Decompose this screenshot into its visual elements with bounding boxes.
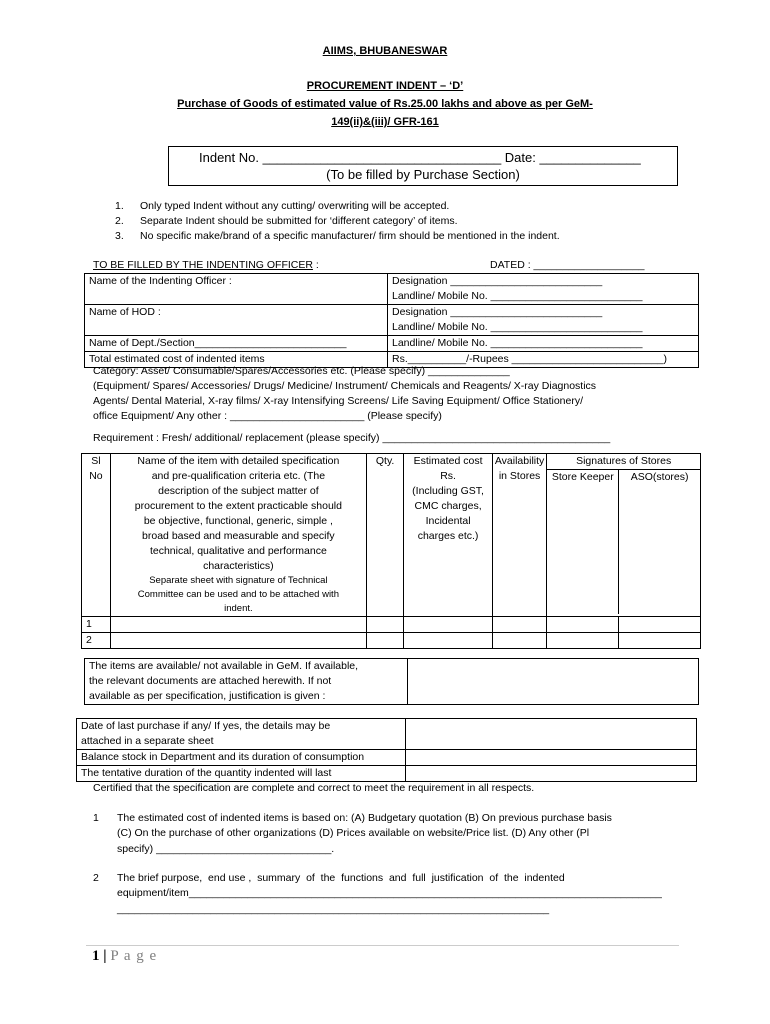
gem-justification-cell[interactable] <box>408 659 699 705</box>
page-separator: | <box>103 948 107 964</box>
cost-line: Rs. <box>440 470 456 482</box>
table-row <box>82 617 701 633</box>
instruction-num: 3. <box>115 230 124 242</box>
gem-line: the relevant documents are attached herewith. If not <box>89 675 332 687</box>
gem-availability-table <box>84 658 699 705</box>
store-keeper-header: Store Keeper <box>547 470 619 614</box>
landline-field: Landline/ Mobile No. __________________________ <box>392 321 643 333</box>
officer-section-heading <box>93 259 319 271</box>
sl-label: Sl <box>91 455 101 467</box>
col-item-name-header <box>110 454 366 617</box>
signature-subcolumns <box>547 470 700 614</box>
subtitle-line1: Purchase of Goods of estimated value of Rs.25.00 lakhs and above as per GeM- <box>177 98 593 110</box>
cost-line: Incidental <box>425 515 471 527</box>
spec-line: broad based and measurable and specify <box>142 530 335 542</box>
spec-line: technical, qualitative and performance <box>149 545 327 557</box>
footer-divider <box>86 945 679 946</box>
designation-field: Designation __________________________ <box>392 275 603 287</box>
officer-heading-text: TO BE FILLED BY THE INDENTING OFFICER <box>93 259 313 271</box>
indent-title: PROCUREMENT INDENT – ‘D’ <box>306 80 464 92</box>
certified-statement: Certified that the specification are complete and correct to meet the requirement in all respects. <box>93 782 535 794</box>
items-table <box>81 453 701 649</box>
total-cost-field: Rs.__________/-Rupees __________________________) <box>388 352 699 368</box>
availability-cell[interactable] <box>492 633 546 649</box>
tentative-duration-value[interactable] <box>406 766 697 782</box>
dated-field: DATED : ___________________ <box>490 259 645 271</box>
balance-stock-value[interactable] <box>406 750 697 766</box>
row-number: 1 <box>82 617 111 633</box>
cost-cell[interactable] <box>404 617 493 633</box>
page-label: P a g e <box>110 948 158 964</box>
spec-line: Name of the item with detailed specification <box>137 455 340 467</box>
availability-line: Availability <box>494 455 545 467</box>
balance-stock-label: Balance stock in Department and its duration of consumption <box>77 750 406 766</box>
gem-text-cell <box>85 659 408 705</box>
spec-line: characteristics) <box>203 560 274 572</box>
col-cost-header <box>404 454 493 617</box>
page-number: 1 <box>92 948 100 964</box>
institute-title: AIIMS, BHUBANESWAR <box>322 45 448 57</box>
category-line1: Category: Asset/ Consumable/Spares/Accessories etc. (Please specify) ______________ <box>93 365 510 377</box>
page-footer <box>92 948 157 965</box>
gem-line: available as per specification, justification is given : <box>89 690 326 702</box>
note-line: Committee can be used and to be attached with <box>137 589 339 600</box>
note-line: Separate sheet with signature of Technical <box>149 575 328 586</box>
category-line2: (Equipment/ Spares/ Accessories/ Drugs/ Medicine/ Instrument/ Chemicals and Reagents/ X-ray Diagnostics <box>93 380 597 392</box>
col-qty-header: Qty. <box>366 454 403 617</box>
availability-cell[interactable] <box>492 617 546 633</box>
point-line: (C) On the purchase of other organizations (D) Prices available on website/Price list. (D) Any other (Pl <box>117 827 590 839</box>
cost-line: (Including GST, <box>412 485 484 497</box>
total-cost-label: Total estimated cost of indented items <box>85 352 388 368</box>
col-availability-header <box>492 454 546 617</box>
col-sl-header <box>82 454 111 617</box>
last-purchase-label <box>77 719 406 750</box>
officer-table <box>84 273 699 368</box>
category-line3: Agents/ Dental Material, X-ray films/ X-ray Intensifying Screens/ Life Saving Equipment/ Office Stationery/ <box>93 395 584 407</box>
hod-contact-cell <box>388 305 699 336</box>
subtitle-line2: 149(ii)&(iii)/ GFR-161 <box>331 116 439 128</box>
dept-landline-field: Landline/ Mobile No. __________________________ <box>388 336 699 352</box>
officer-heading-colon: : <box>315 259 319 271</box>
designation-field: Designation __________________________ <box>392 306 603 318</box>
qty-cell[interactable] <box>366 617 403 633</box>
officer-contact-cell <box>388 274 699 305</box>
instruction-text: No specific make/brand of a specific manufacturer/ firm should be mentioned in the indent. <box>140 230 560 242</box>
gem-line: The items are available/ not available in GeM. If available, <box>89 660 359 672</box>
signature-cell[interactable] <box>547 633 701 649</box>
cost-line: CMC charges, <box>414 500 482 512</box>
landline-field: Landline/ Mobile No. __________________________ <box>392 290 643 302</box>
hod-name-label: Name of HOD : <box>85 305 388 336</box>
spec-line: description of the subject matter of <box>158 485 319 497</box>
row-number: 2 <box>82 633 111 649</box>
point-line: specify) ______________________________. <box>117 843 335 855</box>
tentative-duration-label: The tentative duration of the quantity indented will last <box>77 766 406 782</box>
point-number: 1 <box>93 812 99 824</box>
cost-line: Estimated cost <box>413 455 483 467</box>
instruction-num: 1. <box>115 200 124 212</box>
item-name-cell[interactable] <box>110 633 366 649</box>
purchase-section-note: (To be filled by Purchase Section) <box>326 167 520 182</box>
point-line: The brief purpose, end use , summary of the functions and full justification of the indented <box>117 872 565 884</box>
table-row <box>82 633 701 649</box>
item-name-cell[interactable] <box>110 617 366 633</box>
last-purchase-value[interactable] <box>406 719 697 750</box>
aso-stores-header: ASO(stores) <box>630 471 689 483</box>
last-purchase-line: Date of last purchase if any/ If yes, the details may be <box>81 720 331 732</box>
category-line4: office Equipment/ Any other : _______________________ (Please specify) <box>93 410 442 422</box>
officer-name-label: Name of the Indenting Officer : <box>85 274 388 305</box>
instruction-text: Only typed Indent without any cutting/ overwriting will be accepted. <box>140 200 450 212</box>
point-number: 2 <box>93 872 99 884</box>
cost-cell[interactable] <box>404 633 493 649</box>
point-line: equipment/item_________________________________________________________________________________ <box>117 887 662 899</box>
qty-cell[interactable] <box>366 633 403 649</box>
purchase-details-table <box>76 718 697 782</box>
no-label: No <box>89 470 103 482</box>
note-line: indent. <box>224 603 253 614</box>
col-signatures-header <box>547 454 701 617</box>
requirement-line: Requirement : Fresh/ additional/ replacement (please specify) _______________________________________ <box>93 432 611 444</box>
dept-section-label: Name of Dept./Section__________________________ <box>85 336 388 352</box>
cost-line: charges etc.) <box>417 530 479 542</box>
availability-line: in Stores <box>498 470 541 482</box>
indent-number-box <box>168 146 678 186</box>
spec-line: procurement to the extent practicable should <box>134 500 342 512</box>
indent-number-line: Indent No. _________________________________ Date: ______________ <box>199 150 641 165</box>
last-purchase-line: attached in a separate sheet <box>81 735 214 747</box>
signature-cell[interactable] <box>547 617 701 633</box>
instruction-text: Separate Indent should be submitted for ‘different category’ of items. <box>140 215 458 227</box>
point-line: __________________________________________________________________________ <box>117 903 550 915</box>
spec-line: and pre-qualification criteria etc. (The <box>151 470 326 482</box>
instruction-num: 2. <box>115 215 124 227</box>
point-line: The estimated cost of indented items is based on: (A) Budgetary quotation (B) On previous purchase basis <box>117 812 612 824</box>
signatures-of-stores: Signatures of Stores <box>547 454 700 470</box>
spec-line: be objective, functional, generic, simple , <box>143 515 333 527</box>
